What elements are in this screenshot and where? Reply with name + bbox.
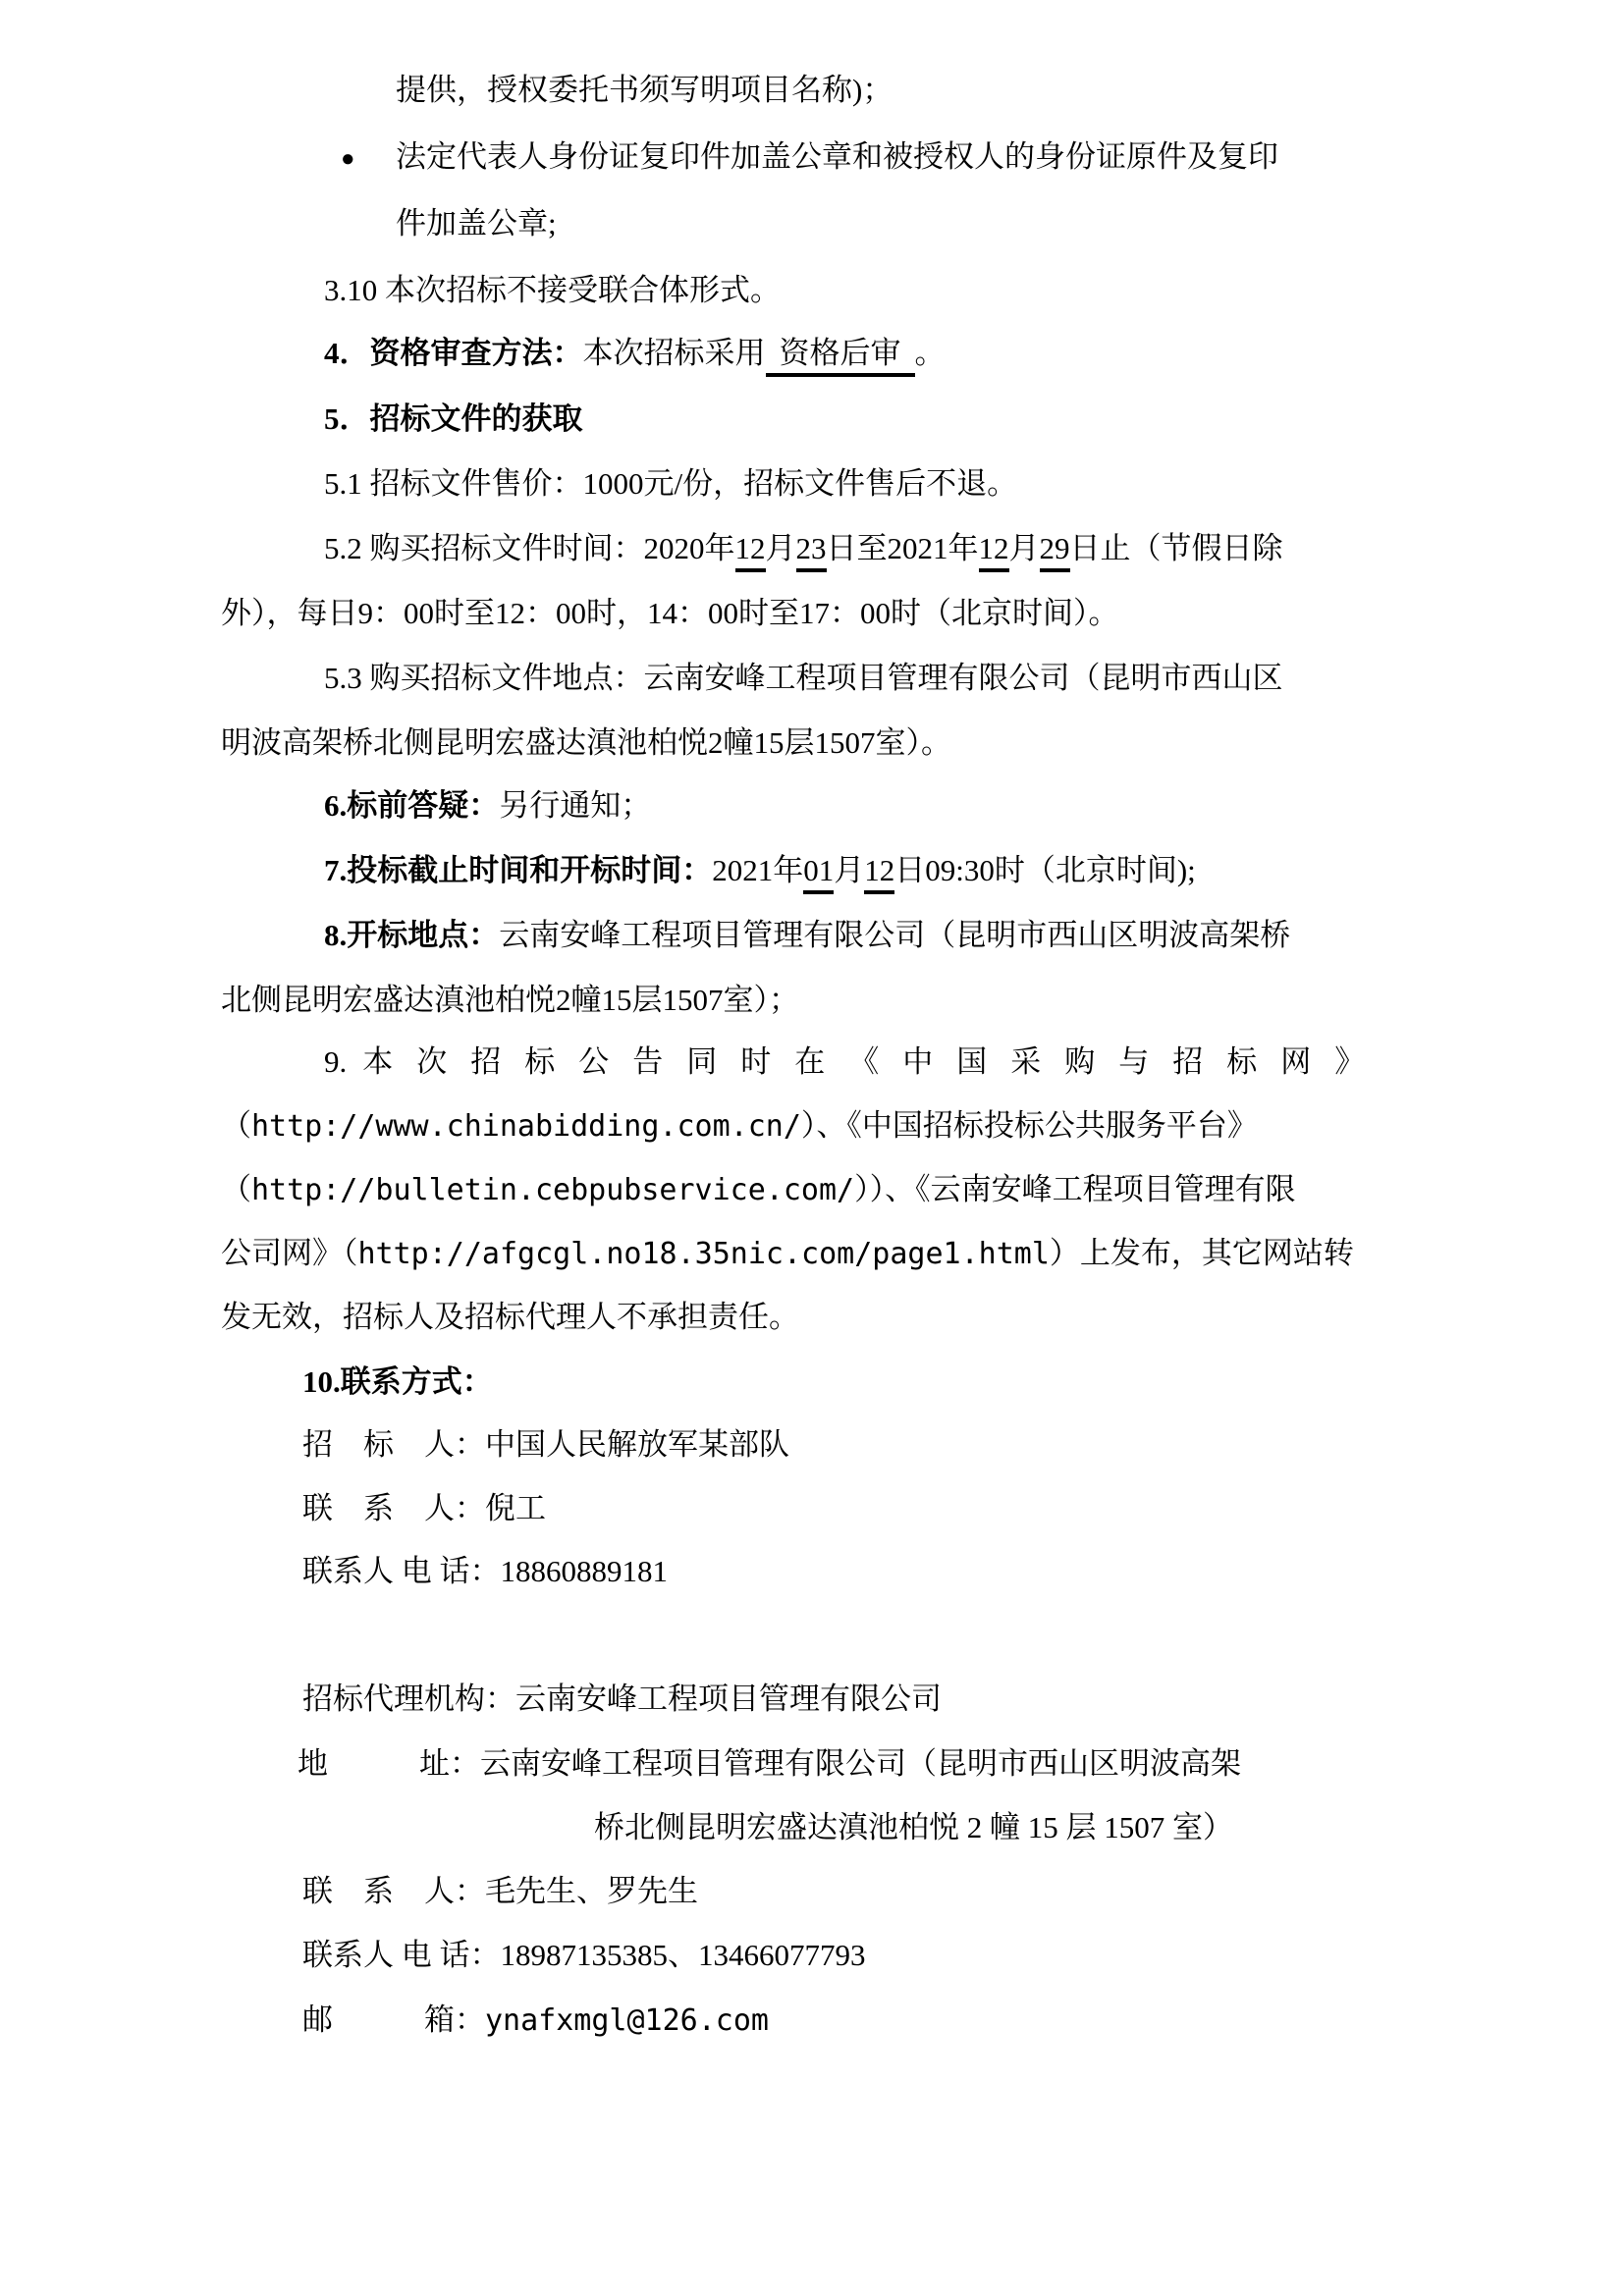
text-run: 。 xyxy=(914,336,946,370)
text-run: 招标代理机构：云南安峰工程项目管理有限公司 xyxy=(302,1682,942,1716)
email-text: ynafxmgl@126.com xyxy=(485,2003,769,2038)
line-5-3-purchase-place xyxy=(324,659,1283,698)
line-agency-contact-person xyxy=(302,1872,698,1911)
line-9-disclaimer xyxy=(221,1298,799,1337)
text-run: 月 xyxy=(765,531,796,565)
underlined-date: 12 xyxy=(979,531,1009,572)
line-authorization-note xyxy=(396,71,893,110)
text-run: 提供，授权委托书须写明项目名称)； xyxy=(396,73,893,107)
text-run: 另行通知； xyxy=(499,788,652,823)
underlined-date: 23 xyxy=(796,531,827,572)
line-legal-rep-id-cont xyxy=(396,204,557,243)
text-run: 本次招标采用 xyxy=(582,336,766,370)
underlined-date: 29 xyxy=(1040,531,1070,572)
line-7-bid-deadline xyxy=(324,851,1196,890)
underlined-date: 12 xyxy=(735,531,766,572)
text-run: 联 系 人：倪工 xyxy=(302,1491,546,1525)
text-run: 联 系 人：毛先生、罗先生 xyxy=(302,1874,698,1908)
text-run: 5.1 招标文件售价：1000元/份，招标文件售后不退。 xyxy=(324,466,1018,501)
text-run: 日至2021年 xyxy=(826,531,979,565)
url-text: http://afgcgl.no18.35nic.com/page1.html xyxy=(357,1237,1050,1271)
line-tenderer xyxy=(302,1425,789,1465)
line-10-contact-heading xyxy=(302,1362,493,1402)
section-heading: 10.联系方式： xyxy=(302,1364,493,1399)
text-run: 外），每日9：00时至12：00时，14：00时至17：00时（北京时间）。 xyxy=(221,596,1119,630)
section-heading: 5．招标文件的获取 xyxy=(324,401,583,436)
line-6-pre-bid-qa xyxy=(324,786,651,826)
text-run: 联系人 电 话：18987135385、13466077793 xyxy=(302,1938,866,1972)
text-run: 3.10 本次招标不接受联合体形式。 xyxy=(324,273,781,307)
text-run: 月 xyxy=(1008,531,1040,565)
text-run: 桥北侧昆明宏盛达滇池柏悦 2 幢 15 层 1507 室） xyxy=(594,1810,1233,1844)
line-agency-address xyxy=(298,1744,1241,1784)
line-contact-phone xyxy=(302,1552,668,1591)
text-run: 月 xyxy=(834,853,865,887)
text-run: 5.2 购买招标文件时间：2020年 xyxy=(324,531,735,565)
line-8-bid-opening-place-cont xyxy=(221,981,799,1020)
url-text: http://www.chinabidding.com.cn/ xyxy=(251,1109,801,1144)
text-run: 5.3 购买招标文件地点：云南安峰工程项目管理有限公司（昆明市西山区 xyxy=(324,661,1283,695)
justified-text: 本次招标公告同时在《中国采购与招标网》 xyxy=(362,1044,1389,1079)
text-run: （ xyxy=(221,1172,251,1206)
text-run: 日09:30时（北京时间); xyxy=(894,853,1196,887)
text-run: 联系人 电 话：18860889181 xyxy=(302,1554,668,1588)
line-4-qualification-review xyxy=(324,334,946,373)
text-run: 9. xyxy=(324,1044,348,1079)
text-run: 北侧昆明宏盛达滇池柏悦2幢15层1507室）； xyxy=(221,983,799,1017)
text-run: ）上发布，其它网站转 xyxy=(1049,1236,1354,1270)
line-agency-contact-phone xyxy=(302,1936,866,1975)
text-run: （ xyxy=(221,1108,251,1143)
text-run: ）、《中国招标投标公共服务平台》 xyxy=(800,1108,1258,1143)
url-text: http://bulletin.cebpubservice.com/ xyxy=(251,1173,855,1207)
line-3-10-no-consortium xyxy=(324,271,781,310)
line-5-2-purchase-time xyxy=(324,529,1283,568)
section-heading: 6.标前答疑： xyxy=(324,788,500,823)
line-legal-rep-id xyxy=(341,137,1278,177)
text-run: 邮 箱： xyxy=(302,2002,485,2037)
line-agency-email xyxy=(302,2001,769,2041)
text-run: 明波高架桥北侧昆明宏盛达滇池柏悦2幢15层1507室）。 xyxy=(221,725,951,760)
line-9-url-chinabidding xyxy=(221,1106,1258,1147)
line-contact-person xyxy=(302,1489,546,1528)
text-run: 云南安峰工程项目管理有限公司（昆明市西山区明波高架桥 xyxy=(499,918,1291,952)
text-run: 件加盖公章; xyxy=(396,206,557,240)
line-5-2-purchase-time-cont xyxy=(221,594,1119,633)
line-agency-address-cont xyxy=(594,1808,1233,1847)
line-5-3-purchase-place-cont xyxy=(221,723,951,763)
underlined-value: 资格后审 xyxy=(766,336,915,377)
text-run: 公司网》（ xyxy=(221,1236,358,1270)
line-8-bid-opening-place xyxy=(324,916,1290,955)
line-5-heading-obtain-documents xyxy=(324,400,583,439)
text-run: 2021年 xyxy=(712,853,804,887)
section-heading: 7.投标截止时间和开标时间： xyxy=(324,853,713,887)
line-5-1-document-price xyxy=(324,464,1017,504)
text-run: 招 标 人：中国人民解放军某部队 xyxy=(302,1427,789,1462)
line-agency xyxy=(302,1680,942,1719)
section-heading: 4．资格审查方法： xyxy=(324,336,583,370)
section-heading: 8.开标地点： xyxy=(324,918,500,952)
line-9-announcement-sites xyxy=(324,1042,1388,1082)
text-run: 日止（节假日除 xyxy=(1069,531,1283,565)
text-run: 地 址：云南安峰工程项目管理有限公司（昆明市西山区明波高架 xyxy=(298,1746,1241,1781)
underlined-date: 01 xyxy=(803,853,834,894)
line-9-url-company-site xyxy=(221,1234,1354,1274)
underlined-date: 12 xyxy=(864,853,894,894)
line-9-url-cebpubservice xyxy=(221,1170,1296,1210)
text-run: 法定代表人身份证复印件加盖公章和被授权人的身份证原件及复印 xyxy=(396,139,1278,174)
bullet-icon: ● xyxy=(341,146,355,172)
text-run: 发无效，招标人及招标代理人不承担责任。 xyxy=(221,1300,799,1334)
text-run: ））、《云南安峰工程项目管理有限 xyxy=(854,1172,1296,1206)
